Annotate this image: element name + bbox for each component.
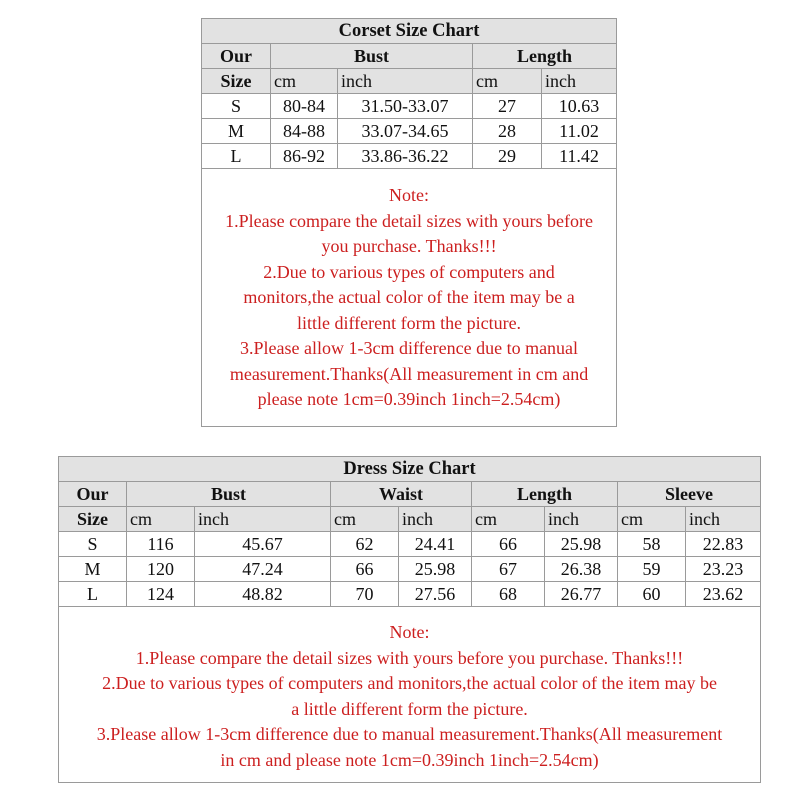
table-cell: 62 xyxy=(331,532,399,557)
table-cell: 70 xyxy=(331,582,399,607)
table-cell: 66 xyxy=(331,557,399,582)
dress-subheader-inch: inch xyxy=(545,507,618,532)
dress-subheader-cm: cm xyxy=(618,507,686,532)
table-cell: 25.98 xyxy=(545,532,618,557)
note-line: 3.Please allow 1-3cm difference due to manual measurement.Thanks(All measurement xyxy=(96,724,723,744)
table-cell: 59 xyxy=(618,557,686,582)
dress-row-l xyxy=(59,582,761,607)
table-cell: 116 xyxy=(127,532,195,557)
table-cell: 22.83 xyxy=(686,532,761,557)
table-cell: 66 xyxy=(472,532,545,557)
size-cell: M xyxy=(202,119,271,144)
dress-subheader-inch: inch xyxy=(686,507,761,532)
table-cell: 27 xyxy=(473,94,542,119)
table-cell: 68 xyxy=(472,582,545,607)
table-cell: 31.50-33.07 xyxy=(338,94,473,119)
corset-size-header: Size xyxy=(202,69,271,94)
table-cell: 23.23 xyxy=(686,557,761,582)
dress-bust-header: Bust xyxy=(127,482,331,507)
table-cell: 60 xyxy=(618,582,686,607)
corset-bust-header: Bust xyxy=(271,44,473,69)
note-line: measurement.Thanks(All measurement in cm and xyxy=(229,363,589,384)
table-cell: 24.41 xyxy=(399,532,472,557)
table-cell: 28 xyxy=(473,119,542,144)
table-cell: 11.42 xyxy=(542,144,617,169)
corset-size-chart xyxy=(201,18,617,427)
table-cell: 11.02 xyxy=(542,119,617,144)
table-cell: 67 xyxy=(472,557,545,582)
dress-size-header: Size xyxy=(59,507,127,532)
note-line: 2.Due to various types of computers and xyxy=(263,261,555,282)
dress-waist-header: Waist xyxy=(331,482,472,507)
note-line: 3.Please allow 1-3cm difference due to manual xyxy=(240,338,579,358)
corset-our-header: Our xyxy=(202,44,271,69)
size-cell: S xyxy=(59,532,127,557)
table-cell: 80-84 xyxy=(271,94,338,119)
size-cell: M xyxy=(59,557,127,582)
dress-length-header: Length xyxy=(472,482,618,507)
note-line: in cm and please note 1cm=0.39inch 1inch=2.54cm) xyxy=(220,749,599,770)
dress-note xyxy=(59,607,761,783)
dress-subheader-cm: cm xyxy=(472,507,545,532)
dress-subheader-inch: inch xyxy=(195,507,331,532)
note-line: 1.Please compare the detail sizes with yours before you purchase. Thanks!!! xyxy=(135,647,684,668)
table-cell: 29 xyxy=(473,144,542,169)
dress-subheader-cm: cm xyxy=(127,507,195,532)
corset-chart-title: Corset Size Chart xyxy=(202,19,617,44)
corset-row-s xyxy=(202,94,617,119)
table-cell: 10.63 xyxy=(542,94,617,119)
table-cell: 45.67 xyxy=(195,532,331,557)
table-cell: 124 xyxy=(127,582,195,607)
note-line: little different form the picture. xyxy=(296,312,522,333)
dress-size-chart xyxy=(58,456,761,783)
note-heading: Note: xyxy=(389,185,430,205)
note-line: please note 1cm=0.39inch 1inch=2.54cm) xyxy=(257,389,561,409)
corset-row-m xyxy=(202,119,617,144)
table-cell: 27.56 xyxy=(399,582,472,607)
corset-subheader-cm: cm xyxy=(473,69,542,94)
table-cell: 33.86-36.22 xyxy=(338,144,473,169)
dress-subheader-cm: cm xyxy=(331,507,399,532)
table-cell: 26.38 xyxy=(545,557,618,582)
size-cell: L xyxy=(59,582,127,607)
dress-sleeve-header: Sleeve xyxy=(618,482,761,507)
corset-note xyxy=(202,169,617,427)
note-line: a little different form the picture. xyxy=(291,698,528,719)
dress-row-m xyxy=(59,557,761,582)
corset-subheader-inch: inch xyxy=(542,69,617,94)
dress-chart-title: Dress Size Chart xyxy=(59,457,761,482)
dress-subheader-inch: inch xyxy=(399,507,472,532)
table-cell: 26.77 xyxy=(545,582,618,607)
dress-our-header: Our xyxy=(59,482,127,507)
note-line: 1.Please compare the detail sizes with yours before xyxy=(225,210,593,231)
dress-row-s xyxy=(59,532,761,557)
table-cell: 23.62 xyxy=(686,582,761,607)
note-line: monitors,the actual color of the item may be a xyxy=(243,287,575,307)
size-cell: L xyxy=(202,144,271,169)
size-cell: S xyxy=(202,94,271,119)
note-heading: Note: xyxy=(389,622,430,642)
table-cell: 84-88 xyxy=(271,119,338,144)
table-cell: 58 xyxy=(618,532,686,557)
note-line: you purchase. Thanks!!! xyxy=(321,236,497,256)
corset-subheader-inch: inch xyxy=(338,69,473,94)
table-cell: 120 xyxy=(127,557,195,582)
table-cell: 86-92 xyxy=(271,144,338,169)
table-cell: 25.98 xyxy=(399,557,472,582)
note-line: 2.Due to various types of computers and monitors,the actual color of the item may be xyxy=(102,673,717,693)
corset-subheader-cm: cm xyxy=(271,69,338,94)
table-cell: 48.82 xyxy=(195,582,331,607)
corset-row-l xyxy=(202,144,617,169)
table-cell: 33.07-34.65 xyxy=(338,119,473,144)
table-cell: 47.24 xyxy=(195,557,331,582)
corset-length-header: Length xyxy=(473,44,617,69)
